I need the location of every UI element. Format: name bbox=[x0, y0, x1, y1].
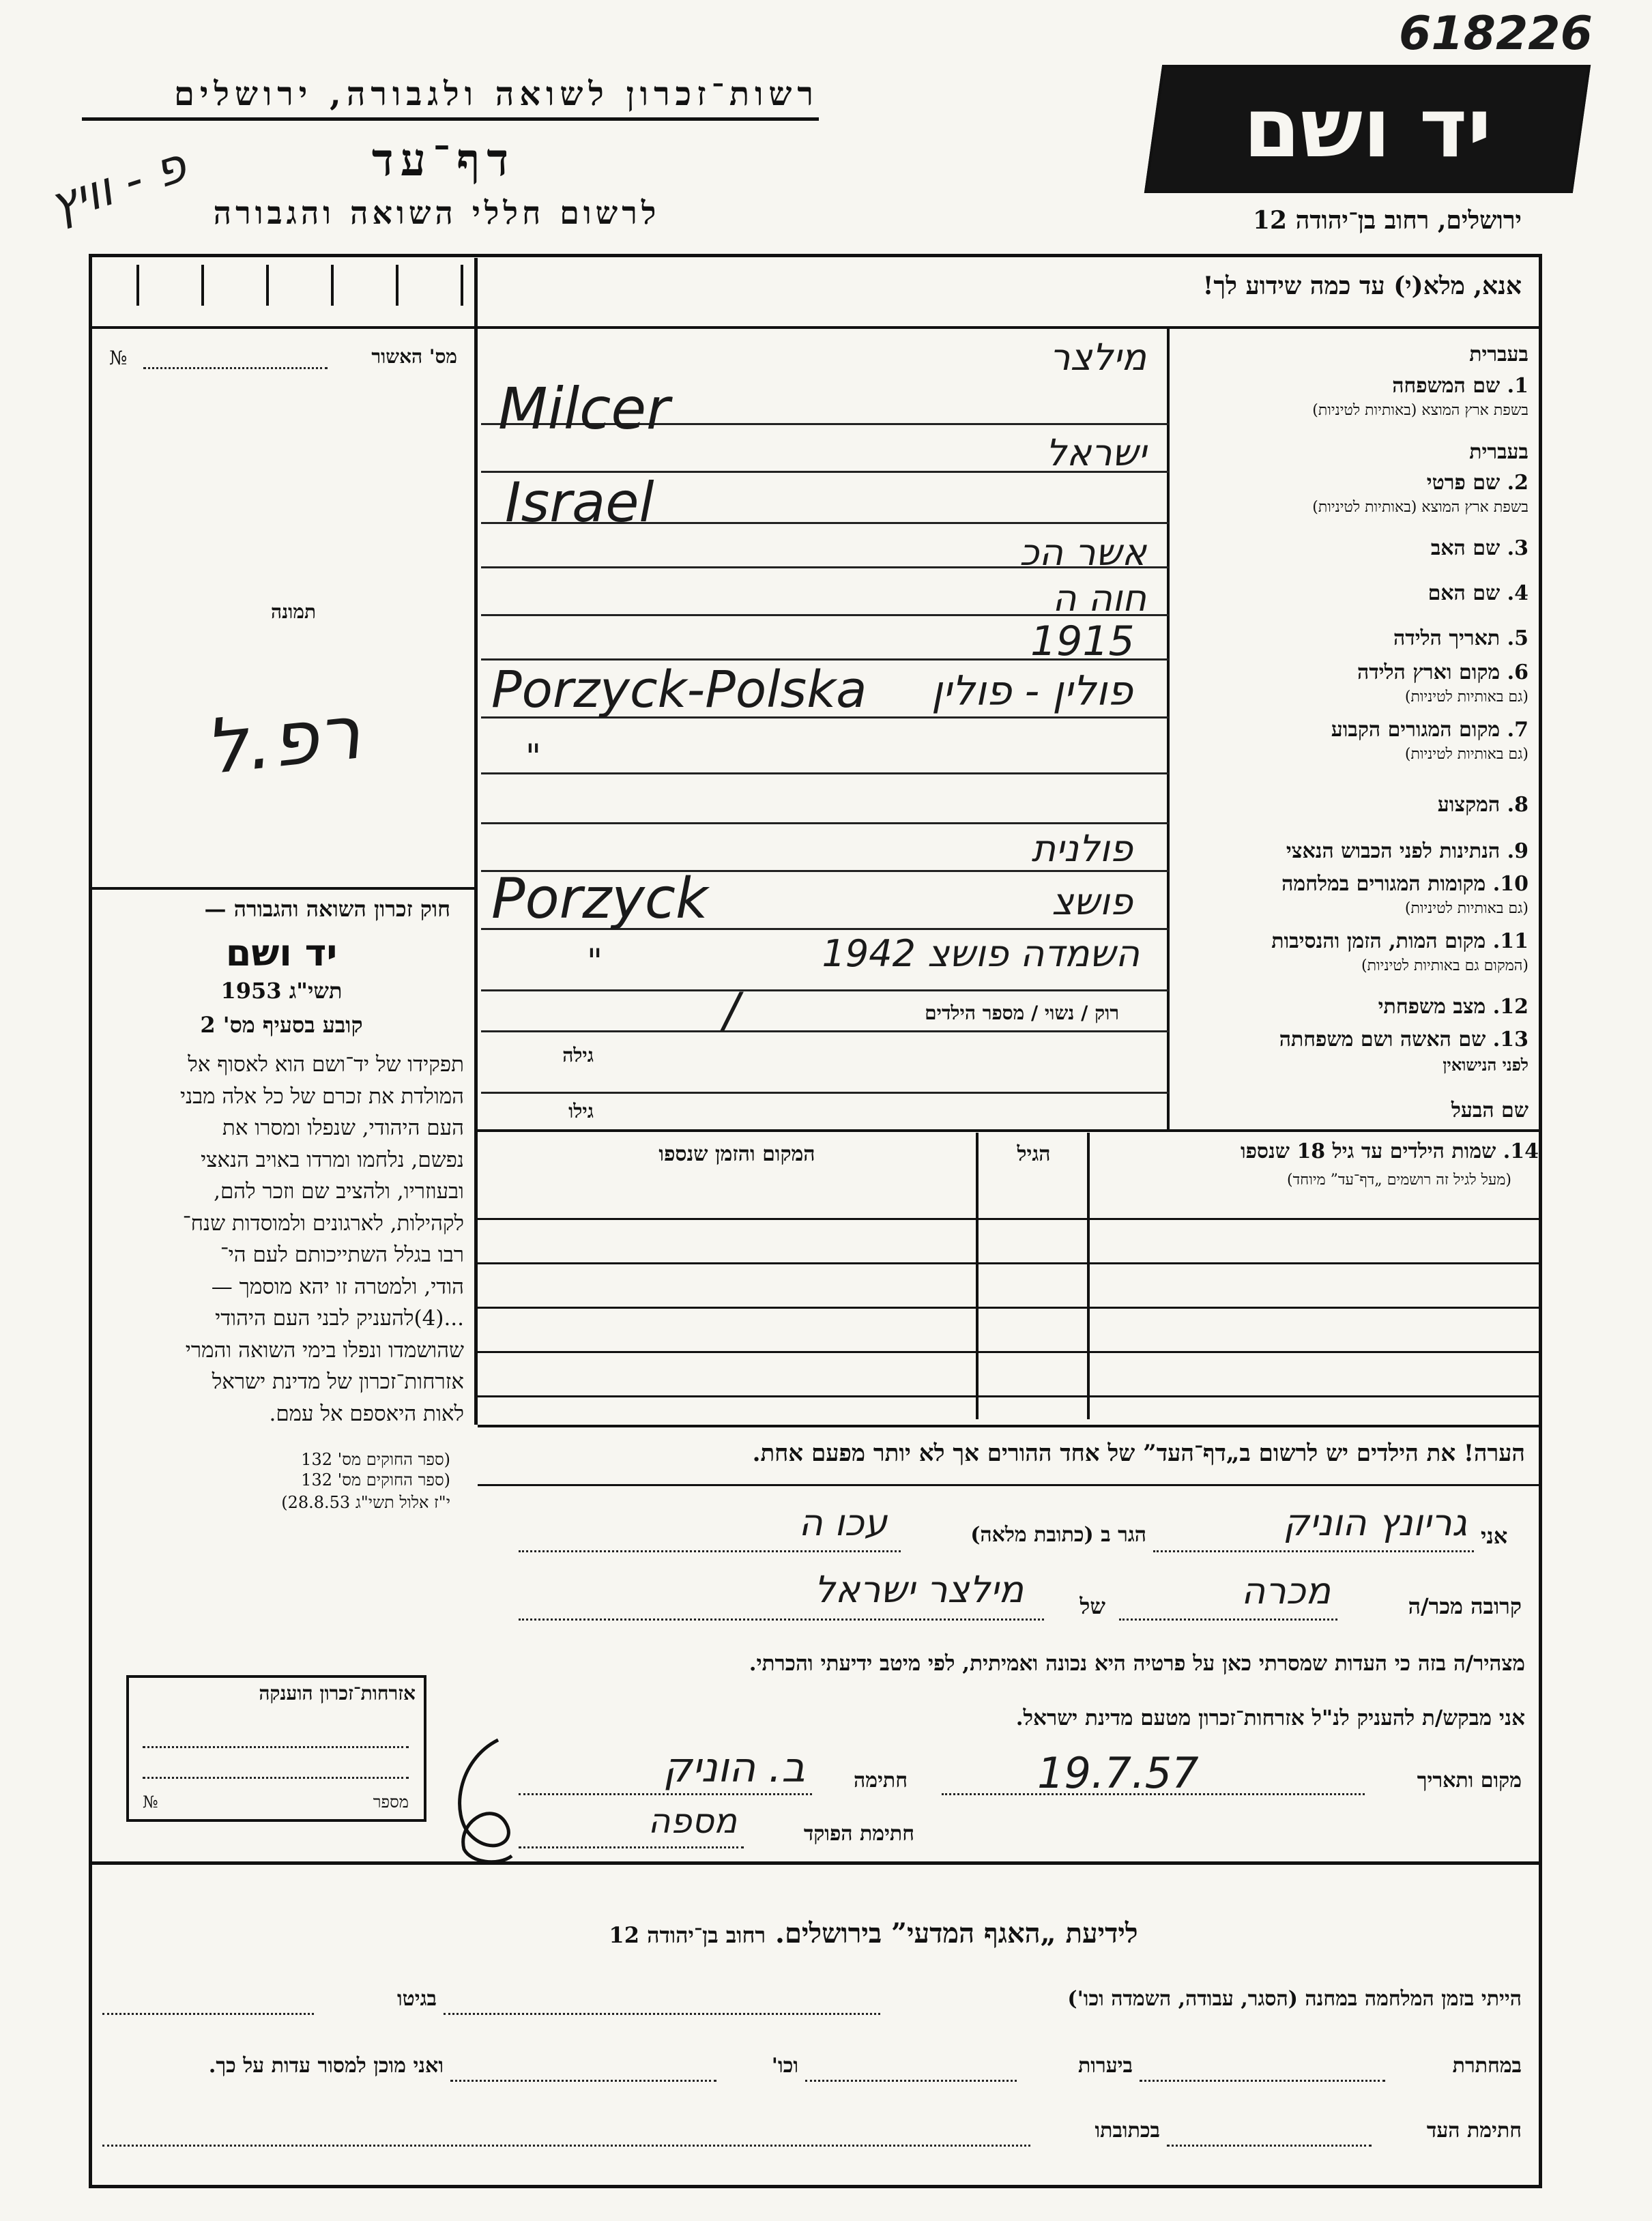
law-box bbox=[96, 890, 467, 1469]
field-label: הנתינות לפני הכבוש הנאצי bbox=[1286, 839, 1501, 863]
field-6-label bbox=[1357, 661, 1528, 684]
age-label-husband: גילו bbox=[568, 1100, 594, 1122]
form-title: דף־עד bbox=[371, 133, 516, 186]
law-ref-1: (ספר החוקים מס' 132 bbox=[301, 1450, 450, 1469]
note-rule bbox=[478, 1425, 1542, 1427]
law-ref-1-text: (ספר החוקים מס' 132 bbox=[301, 1470, 450, 1490]
husband-label: שם הבעל bbox=[1451, 1099, 1528, 1122]
instruction-rule bbox=[89, 326, 1542, 329]
field-1-value-hebrew[interactable]: מילצר bbox=[1049, 336, 1146, 379]
field-13-sub: לפני הנישואין bbox=[1443, 1055, 1528, 1075]
form-subtitle: לרשום חללי השואה והגבורה bbox=[213, 194, 661, 231]
field-14-label bbox=[1095, 1139, 1539, 1163]
field-6-note: (גם באותיות לטיניות) bbox=[1404, 688, 1528, 706]
field-13-label bbox=[1279, 1028, 1528, 1051]
permit-number-field[interactable] bbox=[109, 341, 457, 382]
law-name: יד ושם bbox=[225, 931, 338, 974]
declarant-name[interactable]: גריונץ הוניק bbox=[1283, 1501, 1467, 1544]
law-clause: קובע בסעיף מס' 2 bbox=[200, 1012, 363, 1038]
children-header-age: הגיל bbox=[1017, 1142, 1051, 1166]
field-10-value-latin[interactable]: Porzyck bbox=[491, 867, 708, 931]
law-line: המולדת את זכרם של כל אלה מבני bbox=[179, 1084, 464, 1109]
law-line: אזרחות־זכרון של מדינת ישראל bbox=[212, 1369, 464, 1394]
law-line: שהושמדו ונפלו בימי השואה והמרי bbox=[185, 1337, 464, 1363]
law-box-top bbox=[92, 887, 474, 890]
field-label: שם המשפחה bbox=[1392, 374, 1501, 398]
field-9-label bbox=[1286, 839, 1528, 863]
footer-line1-a: הייתי בזמן המלחמה במחנה (הסגר, עבודה, השמדה וכו') bbox=[1067, 1987, 1522, 2011]
field-label: שם האשה ושם משפחתה bbox=[1279, 1028, 1486, 1051]
field-1-value-latin[interactable]: Milcer bbox=[498, 375, 670, 442]
field-7-note: (גם באותיות לטיניות) bbox=[1404, 746, 1528, 763]
field-10-label bbox=[1281, 872, 1528, 896]
marital-options: רוק / נשוי / מספר הילדים bbox=[925, 1002, 1119, 1024]
field-label: המקצוע bbox=[1437, 793, 1501, 817]
field-10-note: (גם באותיות לטיניות) bbox=[1404, 900, 1528, 917]
footer-line2-d: ואני מוכן למסור עדות על כך. bbox=[208, 2054, 444, 2078]
footer-divider bbox=[89, 1861, 1542, 1865]
field-6-value[interactable]: פולין - פולין bbox=[931, 667, 1133, 715]
relation-value[interactable]: מכרה bbox=[1241, 1569, 1331, 1612]
field-label: שמות הילדים עד גיל 18 שנספו bbox=[1240, 1139, 1496, 1163]
field-8-label bbox=[1438, 793, 1528, 817]
row-separator bbox=[481, 1092, 1169, 1094]
footer-line3-a: חתימת העד bbox=[1426, 2119, 1522, 2143]
field-label: שם האם bbox=[1428, 581, 1501, 605]
certificate-box bbox=[126, 1675, 426, 1822]
law-line: לקהילות, לארגונים ולמוסדות שנח־ bbox=[182, 1210, 464, 1236]
photo-label: תמונה bbox=[270, 600, 317, 623]
field-label: מצב משפחתי bbox=[1378, 995, 1486, 1019]
permit-no-symbol: № bbox=[109, 347, 128, 369]
field-1-label bbox=[1392, 374, 1528, 398]
field-12-value[interactable]: / bbox=[723, 983, 740, 1039]
field-num: 11. bbox=[1492, 929, 1528, 953]
row-separator bbox=[481, 1030, 1169, 1032]
field-num: 13. bbox=[1492, 1028, 1528, 1051]
field-num: 6. bbox=[1507, 661, 1528, 684]
field-num: 10. bbox=[1492, 872, 1528, 896]
field-12-label bbox=[1378, 995, 1528, 1019]
field-num: 8. bbox=[1507, 793, 1528, 817]
field-7-label bbox=[1331, 718, 1528, 742]
label-column-divider bbox=[1167, 326, 1170, 1131]
law-line: נפשם, נלחמו ומרדו באויב הנאצי bbox=[201, 1147, 464, 1172]
place-date-value[interactable]: 19.7.57 bbox=[1037, 1748, 1199, 1798]
footer-title: לידיעת „האגף המדעי” בירושלים. bbox=[775, 1917, 1138, 1949]
field-4-label bbox=[1428, 581, 1528, 605]
margin-note: פ - וויץ bbox=[42, 136, 193, 233]
declaration-i-label: אני bbox=[1481, 1523, 1508, 1549]
field-2-value-hebrew[interactable]: ישראל bbox=[1045, 431, 1146, 474]
field-7-value[interactable]: " bbox=[525, 737, 541, 776]
footer-line2-c: וכו' bbox=[771, 2054, 798, 2078]
field-num: 7. bbox=[1507, 718, 1528, 742]
law-line: רבו בגלל השתייכותם לעם הי־ bbox=[220, 1243, 464, 1267]
age-label-wife: גילה bbox=[562, 1044, 594, 1066]
certificate-no-symbol: № bbox=[143, 1792, 158, 1812]
field-11-value[interactable]: השמדה פושצ 1942 bbox=[822, 932, 1140, 975]
field-num: 14. bbox=[1503, 1139, 1539, 1163]
field-label: תאריך הלידה bbox=[1393, 626, 1501, 650]
law-line: ...(4)להעניק לבני העם היהודי bbox=[215, 1306, 464, 1331]
field-num: 5. bbox=[1507, 626, 1528, 650]
yad-vashem-logo bbox=[1144, 65, 1591, 193]
certificate-title: אזרחות־זכרון הוענקה bbox=[259, 1682, 416, 1704]
footer-line1-b: בגיטו bbox=[396, 1987, 437, 2011]
official-signature-value[interactable]: מספה bbox=[648, 1801, 737, 1841]
field-5-label bbox=[1393, 626, 1528, 650]
field-4-value[interactable]: חוה ה bbox=[1052, 577, 1146, 620]
certificate-number-label: מספר bbox=[373, 1792, 409, 1812]
law-text bbox=[96, 1049, 464, 1429]
field-num: 1. bbox=[1507, 374, 1528, 398]
field-label: מקום המגורים הקבוע bbox=[1331, 718, 1501, 742]
field-num: 3. bbox=[1507, 536, 1528, 560]
footer-block bbox=[532, 1917, 1215, 1949]
field-11-note: (המקום גם באותיות לטיניות) bbox=[1361, 957, 1528, 974]
law-ref-2-text: י"ז אלול תשי"ג 28.8.53) bbox=[281, 1493, 450, 1512]
field-num: 4. bbox=[1507, 581, 1528, 605]
signature-scribble bbox=[444, 1733, 525, 1870]
archive-number: 618226 bbox=[1399, 7, 1593, 61]
address: ירושלים, רחוב בן־יהודה 12 bbox=[1252, 206, 1522, 235]
relation-label: קרובה מכר/ה bbox=[1408, 1593, 1522, 1619]
signature-label: חתימה bbox=[854, 1769, 908, 1792]
permit-label: מס' האשור bbox=[371, 345, 457, 368]
of-value[interactable]: מילצר ישראל bbox=[814, 1568, 1024, 1611]
row-separator bbox=[481, 989, 1169, 991]
photo-note: רפ.ל bbox=[200, 688, 365, 792]
field-label: שם האב bbox=[1430, 536, 1501, 560]
of-label: של bbox=[1079, 1593, 1105, 1619]
field-11-value-extra[interactable]: " bbox=[587, 942, 603, 981]
children-table bbox=[478, 1133, 1542, 1419]
field-14-sub: (מעל לגיל זה רושמים „דף־עד” מיוחד) bbox=[1287, 1172, 1511, 1189]
law-line: לאות היאספם אל עמם. bbox=[269, 1401, 464, 1426]
field-3-value[interactable]: אשר הכ bbox=[1019, 531, 1146, 574]
footer-line2-b: ביערות bbox=[1077, 2054, 1133, 2078]
logo-text: יד ושם bbox=[1243, 81, 1492, 176]
field-10-value[interactable]: פושצ bbox=[1052, 880, 1133, 923]
lang-hebrew-label-2: בעברית bbox=[1469, 440, 1528, 464]
field-3-label bbox=[1431, 536, 1528, 560]
row-separator bbox=[481, 822, 1169, 824]
lang-hebrew-label: בעברית bbox=[1469, 343, 1528, 366]
footer-line2-a: במחתרת bbox=[1452, 2054, 1522, 2078]
field-label: מקום המות, הזמן והנסיבות bbox=[1271, 929, 1486, 953]
field-num: 2. bbox=[1507, 471, 1528, 495]
law-line: העם היהודי, שנפלו ומסרו את bbox=[222, 1116, 464, 1140]
field-2-label bbox=[1427, 471, 1528, 495]
field-5-value[interactable]: 1915 bbox=[1030, 618, 1135, 665]
law-year: תשי"ג 1953 bbox=[220, 978, 343, 1004]
authority-line: רשות־זכרון לשואה ולגבורה, ירושלים bbox=[82, 75, 819, 121]
footer-line3-b: בכתובתו bbox=[1095, 2119, 1160, 2143]
children-header-place: המקום והזמן שנספו bbox=[658, 1142, 815, 1166]
resides-label: הגר ב (כתובת מלאה) bbox=[970, 1523, 1146, 1547]
instruction-text: אנא, מלא(י) עד כמה שידוע לך! bbox=[1202, 272, 1522, 300]
signature-value[interactable]: ב. הוניק bbox=[663, 1744, 805, 1792]
lang-origin-label-2: בשפת ארץ המוצא (באותיות לטיניות) bbox=[1312, 499, 1528, 516]
tick-marks bbox=[92, 258, 474, 326]
footer-address: רחוב בן־יהודה 12 bbox=[609, 1922, 766, 1948]
declarant-address[interactable]: עכו ה bbox=[798, 1501, 887, 1544]
children-note: הערה! את הילדים יש לרשום ב„דף־העד” של אחד ההורים אך לא יותר מפעם אחת. bbox=[752, 1440, 1525, 1467]
law-line: תפקידו של יד־ושם הוא לאסוף אל bbox=[188, 1052, 464, 1077]
law-title: חוק זכרון השואה והגבורה — bbox=[204, 896, 450, 922]
field-label: מקומות המגורים במלחמה bbox=[1281, 872, 1486, 896]
place-date-label: מקום ותאריך bbox=[1417, 1769, 1522, 1792]
field-label: מקום וארץ הלידה bbox=[1357, 661, 1501, 684]
field-num: 12. bbox=[1492, 995, 1528, 1019]
lang-origin-label: בשפת ארץ המוצא (באותיות לטיניות) bbox=[1312, 402, 1528, 419]
field-label: שם פרטי bbox=[1426, 471, 1501, 495]
children-section-rule bbox=[478, 1129, 1542, 1132]
field-6-value-latin[interactable]: Porzyck-Polska bbox=[491, 661, 867, 719]
declaration-rule bbox=[478, 1484, 1542, 1486]
law-line: הודי, ולמטרה זו יהא מוסמך — bbox=[211, 1274, 464, 1299]
official-signature-label: חתימת הפוקד bbox=[803, 1822, 914, 1846]
declaration-statement: מצהיר/ה בזה כי העדות שמסרתי כאן על פרטיה היא נכונה ואמיתית, לפי מיטב ידיעתי והכרתי. bbox=[749, 1651, 1525, 1676]
law-line: ובעוזריו, ולהציב שם וזכר להם, bbox=[214, 1179, 464, 1204]
field-2-value-latin[interactable]: Israel bbox=[505, 471, 654, 534]
field-11-label bbox=[1271, 929, 1528, 953]
field-9-value[interactable]: פולנית bbox=[1031, 827, 1133, 870]
declaration-request: אני מבקש/ת להעניק לנ"ל אזרחות־זכרון מטעם מדינת ישראל. bbox=[1015, 1706, 1525, 1730]
row-separator bbox=[481, 772, 1169, 774]
field-num: 9. bbox=[1507, 839, 1528, 863]
